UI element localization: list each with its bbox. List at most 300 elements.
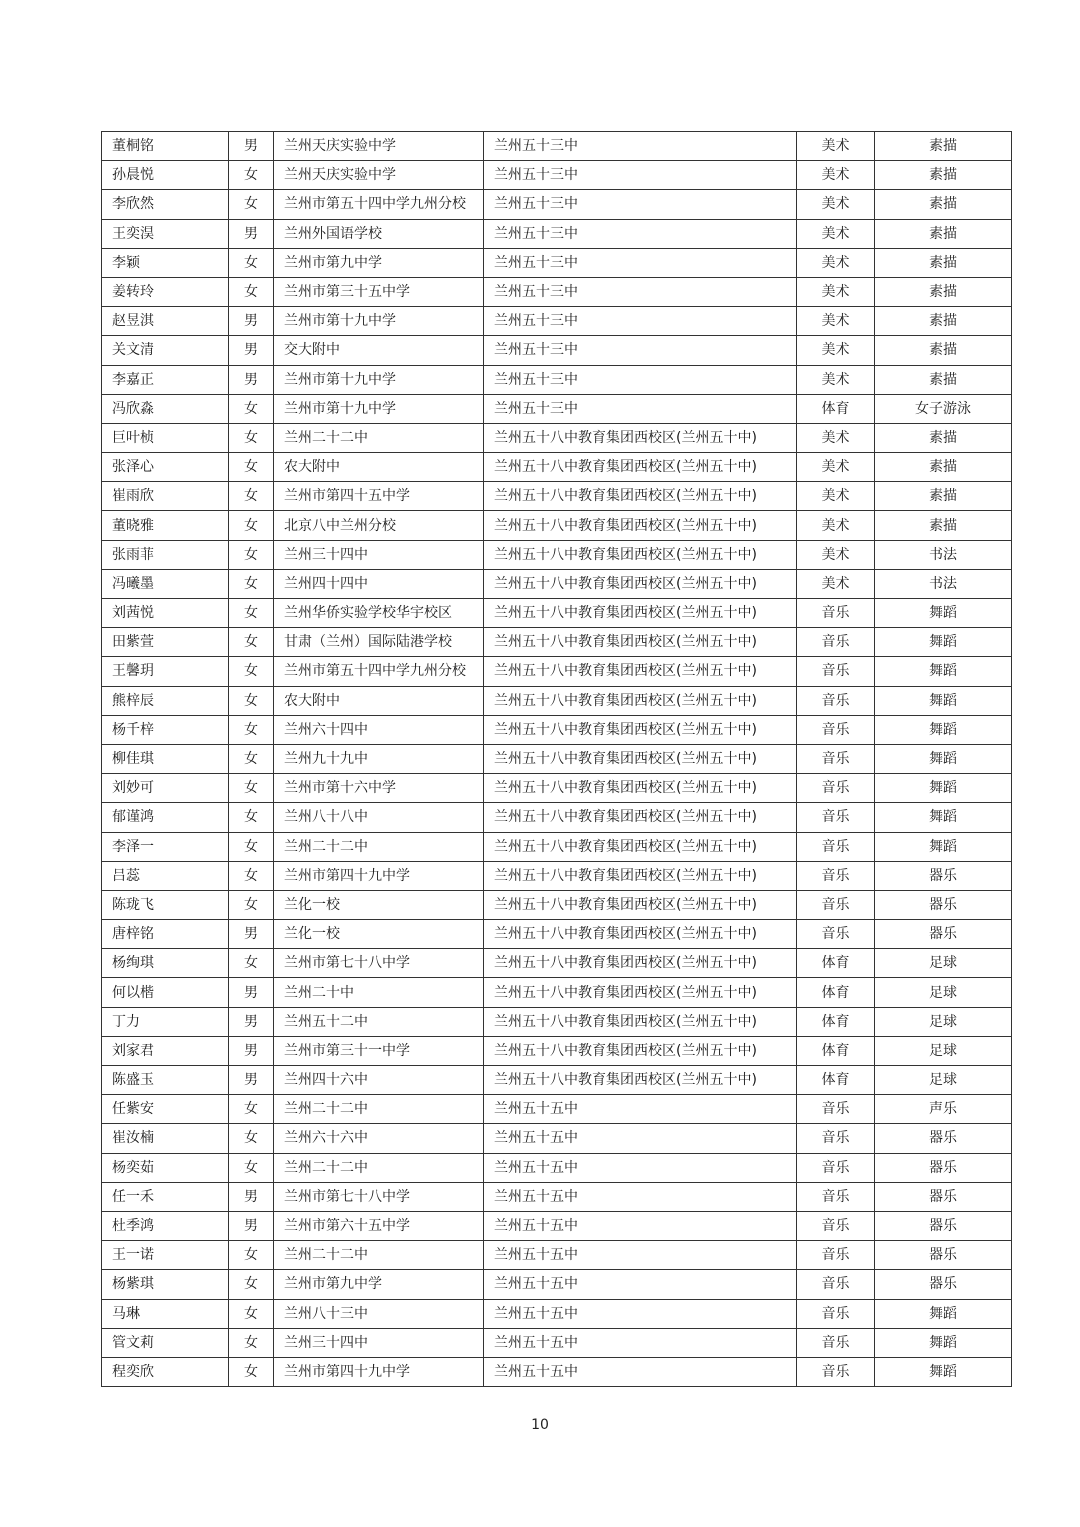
cell-item: 器乐 xyxy=(875,1153,1012,1182)
cell-item: 素描 xyxy=(875,365,1012,394)
cell-origin-school: 兰州市第四十九中学 xyxy=(274,1357,484,1386)
cell-item: 舞蹈 xyxy=(875,832,1012,861)
cell-gender: 女 xyxy=(229,599,274,628)
cell-origin-school: 兰州四十六中 xyxy=(274,1066,484,1095)
cell-origin-school: 兰州八十三中 xyxy=(274,1299,484,1328)
cell-gender: 女 xyxy=(229,190,274,219)
cell-origin-school: 兰州华侨实验学校华宇校区 xyxy=(274,599,484,628)
table-row xyxy=(102,1241,1012,1270)
table-row xyxy=(102,978,1012,1007)
table-row xyxy=(102,1095,1012,1124)
cell-name: 柳佳琪 xyxy=(102,744,229,773)
table-row xyxy=(102,890,1012,919)
table-row xyxy=(102,219,1012,248)
cell-gender: 女 xyxy=(229,1270,274,1299)
cell-gender: 女 xyxy=(229,1299,274,1328)
table-row xyxy=(102,920,1012,949)
cell-item: 舞蹈 xyxy=(875,628,1012,657)
cell-origin-school: 兰州二十二中 xyxy=(274,423,484,452)
cell-subject: 体育 xyxy=(797,978,875,1007)
cell-subject: 美术 xyxy=(797,277,875,306)
cell-admitted-school: 兰州五十三中 xyxy=(484,132,797,161)
cell-admitted-school: 兰州五十八中教育集团西校区(兰州五十中) xyxy=(484,657,797,686)
cell-item: 舞蹈 xyxy=(875,744,1012,773)
cell-origin-school: 兰州市第三十一中学 xyxy=(274,1036,484,1065)
cell-subject: 音乐 xyxy=(797,1270,875,1299)
cell-admitted-school: 兰州五十八中教育集团西校区(兰州五十中) xyxy=(484,1066,797,1095)
cell-admitted-school: 兰州五十八中教育集团西校区(兰州五十中) xyxy=(484,861,797,890)
cell-subject: 音乐 xyxy=(797,1357,875,1386)
cell-admitted-school: 兰州五十八中教育集团西校区(兰州五十中) xyxy=(484,453,797,482)
cell-origin-school: 兰州八十八中 xyxy=(274,803,484,832)
cell-admitted-school: 兰州五十八中教育集团西校区(兰州五十中) xyxy=(484,803,797,832)
cell-item: 素描 xyxy=(875,482,1012,511)
cell-gender: 男 xyxy=(229,307,274,336)
cell-admitted-school: 兰州五十五中 xyxy=(484,1299,797,1328)
cell-gender: 女 xyxy=(229,1241,274,1270)
cell-admitted-school: 兰州五十五中 xyxy=(484,1211,797,1240)
cell-name: 李颖 xyxy=(102,248,229,277)
cell-gender: 女 xyxy=(229,423,274,452)
cell-name: 郁谨鸿 xyxy=(102,803,229,832)
cell-name: 马琳 xyxy=(102,1299,229,1328)
cell-admitted-school: 兰州五十五中 xyxy=(484,1153,797,1182)
cell-item: 素描 xyxy=(875,132,1012,161)
cell-gender: 女 xyxy=(229,1357,274,1386)
cell-item: 女子游泳 xyxy=(875,394,1012,423)
cell-admitted-school: 兰州五十五中 xyxy=(484,1357,797,1386)
cell-item: 舞蹈 xyxy=(875,599,1012,628)
cell-item: 舞蹈 xyxy=(875,715,1012,744)
cell-item: 声乐 xyxy=(875,1095,1012,1124)
cell-origin-school: 兰州市第十六中学 xyxy=(274,774,484,803)
cell-name: 李欣然 xyxy=(102,190,229,219)
table-row xyxy=(102,1211,1012,1240)
cell-gender: 女 xyxy=(229,861,274,890)
admission-table xyxy=(101,131,1012,1387)
cell-subject: 美术 xyxy=(797,423,875,452)
cell-subject: 音乐 xyxy=(797,1095,875,1124)
cell-subject: 音乐 xyxy=(797,890,875,919)
table-row xyxy=(102,307,1012,336)
cell-gender: 男 xyxy=(229,1182,274,1211)
table-row xyxy=(102,511,1012,540)
cell-origin-school: 农大附中 xyxy=(274,686,484,715)
cell-name: 何以楷 xyxy=(102,978,229,1007)
cell-item: 书法 xyxy=(875,569,1012,598)
cell-item: 素描 xyxy=(875,423,1012,452)
cell-item: 素描 xyxy=(875,336,1012,365)
cell-admitted-school: 兰州五十五中 xyxy=(484,1095,797,1124)
cell-item: 足球 xyxy=(875,978,1012,1007)
cell-subject: 美术 xyxy=(797,219,875,248)
cell-origin-school: 兰州市第十九中学 xyxy=(274,307,484,336)
cell-subject: 音乐 xyxy=(797,1182,875,1211)
table-row xyxy=(102,803,1012,832)
table-row xyxy=(102,628,1012,657)
table-row xyxy=(102,482,1012,511)
cell-origin-school: 兰州市第四十五中学 xyxy=(274,482,484,511)
cell-item: 器乐 xyxy=(875,1211,1012,1240)
table-row xyxy=(102,190,1012,219)
cell-item: 器乐 xyxy=(875,1270,1012,1299)
cell-name: 杨绚琪 xyxy=(102,949,229,978)
cell-admitted-school: 兰州五十三中 xyxy=(484,219,797,248)
cell-origin-school: 兰化一校 xyxy=(274,890,484,919)
cell-gender: 女 xyxy=(229,1124,274,1153)
cell-name: 冯曦墨 xyxy=(102,569,229,598)
table-row xyxy=(102,394,1012,423)
cell-origin-school: 兰州市第四十九中学 xyxy=(274,861,484,890)
cell-gender: 女 xyxy=(229,744,274,773)
cell-admitted-school: 兰州五十五中 xyxy=(484,1328,797,1357)
cell-name: 王奕淏 xyxy=(102,219,229,248)
table-row xyxy=(102,1007,1012,1036)
cell-origin-school: 兰州市第三十五中学 xyxy=(274,277,484,306)
cell-admitted-school: 兰州五十八中教育集团西校区(兰州五十中) xyxy=(484,569,797,598)
cell-origin-school: 兰州市第七十八中学 xyxy=(274,1182,484,1211)
cell-admitted-school: 兰州五十八中教育集团西校区(兰州五十中) xyxy=(484,920,797,949)
cell-gender: 女 xyxy=(229,453,274,482)
cell-item: 舞蹈 xyxy=(875,803,1012,832)
cell-item: 器乐 xyxy=(875,1241,1012,1270)
cell-subject: 音乐 xyxy=(797,832,875,861)
cell-item: 舞蹈 xyxy=(875,1328,1012,1357)
cell-gender: 女 xyxy=(229,774,274,803)
table-row xyxy=(102,365,1012,394)
cell-item: 舞蹈 xyxy=(875,1299,1012,1328)
cell-admitted-school: 兰州五十八中教育集团西校区(兰州五十中) xyxy=(484,423,797,452)
cell-gender: 女 xyxy=(229,949,274,978)
cell-admitted-school: 兰州五十三中 xyxy=(484,365,797,394)
cell-gender: 女 xyxy=(229,161,274,190)
cell-gender: 男 xyxy=(229,1066,274,1095)
cell-gender: 女 xyxy=(229,803,274,832)
cell-item: 素描 xyxy=(875,161,1012,190)
cell-gender: 女 xyxy=(229,540,274,569)
cell-name: 丁力 xyxy=(102,1007,229,1036)
cell-item: 足球 xyxy=(875,1007,1012,1036)
table-row xyxy=(102,132,1012,161)
cell-gender: 女 xyxy=(229,248,274,277)
table-row xyxy=(102,277,1012,306)
table-row xyxy=(102,1153,1012,1182)
cell-gender: 男 xyxy=(229,132,274,161)
cell-item: 素描 xyxy=(875,248,1012,277)
cell-subject: 音乐 xyxy=(797,1211,875,1240)
cell-item: 足球 xyxy=(875,1066,1012,1095)
cell-origin-school: 兰州市第六十五中学 xyxy=(274,1211,484,1240)
cell-name: 李嘉正 xyxy=(102,365,229,394)
cell-admitted-school: 兰州五十八中教育集团西校区(兰州五十中) xyxy=(484,949,797,978)
cell-name: 崔雨欣 xyxy=(102,482,229,511)
cell-subject: 美术 xyxy=(797,336,875,365)
cell-subject: 体育 xyxy=(797,1007,875,1036)
cell-name: 关文清 xyxy=(102,336,229,365)
cell-name: 任紫安 xyxy=(102,1095,229,1124)
cell-item: 器乐 xyxy=(875,1124,1012,1153)
cell-item: 舞蹈 xyxy=(875,657,1012,686)
cell-gender: 女 xyxy=(229,1328,274,1357)
table-row xyxy=(102,161,1012,190)
cell-gender: 女 xyxy=(229,394,274,423)
cell-admitted-school: 兰州五十八中教育集团西校区(兰州五十中) xyxy=(484,540,797,569)
cell-subject: 音乐 xyxy=(797,657,875,686)
cell-admitted-school: 兰州五十八中教育集团西校区(兰州五十中) xyxy=(484,686,797,715)
cell-subject: 音乐 xyxy=(797,715,875,744)
cell-admitted-school: 兰州五十五中 xyxy=(484,1270,797,1299)
cell-name: 陈盛玉 xyxy=(102,1066,229,1095)
cell-name: 王一诺 xyxy=(102,1241,229,1270)
cell-origin-school: 兰州市第五十四中学九州分校 xyxy=(274,657,484,686)
cell-name: 刘妙可 xyxy=(102,774,229,803)
cell-subject: 音乐 xyxy=(797,920,875,949)
cell-origin-school: 北京八中兰州分校 xyxy=(274,511,484,540)
cell-origin-school: 农大附中 xyxy=(274,453,484,482)
cell-admitted-school: 兰州五十八中教育集团西校区(兰州五十中) xyxy=(484,774,797,803)
cell-gender: 男 xyxy=(229,219,274,248)
cell-gender: 女 xyxy=(229,1153,274,1182)
cell-gender: 女 xyxy=(229,832,274,861)
cell-admitted-school: 兰州五十八中教育集团西校区(兰州五十中) xyxy=(484,1036,797,1065)
cell-name: 冯欣淼 xyxy=(102,394,229,423)
cell-admitted-school: 兰州五十三中 xyxy=(484,394,797,423)
cell-item: 舞蹈 xyxy=(875,686,1012,715)
cell-subject: 音乐 xyxy=(797,1328,875,1357)
page-number: 10 xyxy=(531,1417,549,1433)
table-row xyxy=(102,744,1012,773)
cell-item: 素描 xyxy=(875,190,1012,219)
cell-gender: 男 xyxy=(229,336,274,365)
cell-name: 任一禾 xyxy=(102,1182,229,1211)
cell-name: 张泽心 xyxy=(102,453,229,482)
table-row xyxy=(102,774,1012,803)
cell-subject: 美术 xyxy=(797,190,875,219)
cell-name: 赵昱淇 xyxy=(102,307,229,336)
cell-subject: 音乐 xyxy=(797,861,875,890)
cell-name: 唐梓铭 xyxy=(102,920,229,949)
cell-item: 素描 xyxy=(875,277,1012,306)
cell-subject: 音乐 xyxy=(797,744,875,773)
cell-admitted-school: 兰州五十八中教育集团西校区(兰州五十中) xyxy=(484,1007,797,1036)
cell-gender: 男 xyxy=(229,920,274,949)
cell-name: 刘茜悦 xyxy=(102,599,229,628)
cell-subject: 美术 xyxy=(797,365,875,394)
cell-subject: 体育 xyxy=(797,1066,875,1095)
table-row xyxy=(102,248,1012,277)
cell-admitted-school: 兰州五十八中教育集团西校区(兰州五十中) xyxy=(484,978,797,1007)
table-row xyxy=(102,453,1012,482)
table-row xyxy=(102,540,1012,569)
cell-name: 杨千梓 xyxy=(102,715,229,744)
cell-origin-school: 兰州市第十九中学 xyxy=(274,394,484,423)
cell-admitted-school: 兰州五十三中 xyxy=(484,277,797,306)
cell-origin-school: 兰州三十四中 xyxy=(274,540,484,569)
cell-gender: 女 xyxy=(229,890,274,919)
cell-item: 素描 xyxy=(875,453,1012,482)
cell-origin-school: 兰州二十二中 xyxy=(274,1095,484,1124)
cell-item: 足球 xyxy=(875,1036,1012,1065)
table-row xyxy=(102,949,1012,978)
cell-subject: 音乐 xyxy=(797,1153,875,1182)
cell-name: 张雨菲 xyxy=(102,540,229,569)
table-row xyxy=(102,861,1012,890)
cell-item: 素描 xyxy=(875,307,1012,336)
cell-gender: 女 xyxy=(229,277,274,306)
cell-subject: 美术 xyxy=(797,569,875,598)
cell-subject: 体育 xyxy=(797,949,875,978)
cell-origin-school: 兰州六十六中 xyxy=(274,1124,484,1153)
cell-subject: 美术 xyxy=(797,307,875,336)
cell-subject: 音乐 xyxy=(797,1299,875,1328)
table-row xyxy=(102,1066,1012,1095)
cell-admitted-school: 兰州五十八中教育集团西校区(兰州五十中) xyxy=(484,890,797,919)
table-row xyxy=(102,569,1012,598)
cell-subject: 美术 xyxy=(797,511,875,540)
cell-admitted-school: 兰州五十三中 xyxy=(484,336,797,365)
cell-subject: 音乐 xyxy=(797,686,875,715)
cell-origin-school: 兰州九十九中 xyxy=(274,744,484,773)
cell-item: 素描 xyxy=(875,511,1012,540)
cell-subject: 美术 xyxy=(797,540,875,569)
cell-subject: 美术 xyxy=(797,132,875,161)
table-row xyxy=(102,715,1012,744)
cell-admitted-school: 兰州五十五中 xyxy=(484,1241,797,1270)
cell-name: 田紫萱 xyxy=(102,628,229,657)
cell-origin-school: 兰州二十二中 xyxy=(274,832,484,861)
cell-admitted-school: 兰州五十八中教育集团西校区(兰州五十中) xyxy=(484,715,797,744)
cell-name: 刘家君 xyxy=(102,1036,229,1065)
cell-subject: 美术 xyxy=(797,248,875,277)
cell-origin-school: 兰州外国语学校 xyxy=(274,219,484,248)
cell-subject: 美术 xyxy=(797,453,875,482)
cell-gender: 男 xyxy=(229,365,274,394)
cell-gender: 女 xyxy=(229,569,274,598)
cell-name: 董晓雅 xyxy=(102,511,229,540)
cell-item: 舞蹈 xyxy=(875,774,1012,803)
table-row xyxy=(102,1299,1012,1328)
cell-origin-school: 交大附中 xyxy=(274,336,484,365)
cell-subject: 音乐 xyxy=(797,599,875,628)
cell-name: 巨叶桢 xyxy=(102,423,229,452)
cell-gender: 男 xyxy=(229,978,274,1007)
cell-subject: 音乐 xyxy=(797,1124,875,1153)
cell-admitted-school: 兰州五十五中 xyxy=(484,1182,797,1211)
cell-origin-school: 兰州市第十九中学 xyxy=(274,365,484,394)
cell-subject: 美术 xyxy=(797,482,875,511)
cell-admitted-school: 兰州五十八中教育集团西校区(兰州五十中) xyxy=(484,599,797,628)
cell-item: 器乐 xyxy=(875,890,1012,919)
cell-item: 书法 xyxy=(875,540,1012,569)
table-row xyxy=(102,1270,1012,1299)
cell-origin-school: 兰化一校 xyxy=(274,920,484,949)
cell-item: 足球 xyxy=(875,949,1012,978)
cell-origin-school: 兰州市第九中学 xyxy=(274,1270,484,1299)
cell-subject: 音乐 xyxy=(797,628,875,657)
table-row xyxy=(102,657,1012,686)
cell-gender: 女 xyxy=(229,686,274,715)
cell-origin-school: 兰州三十四中 xyxy=(274,1328,484,1357)
table-row xyxy=(102,423,1012,452)
cell-item: 器乐 xyxy=(875,861,1012,890)
cell-subject: 体育 xyxy=(797,394,875,423)
cell-gender: 女 xyxy=(229,715,274,744)
cell-origin-school: 兰州市第五十四中学九州分校 xyxy=(274,190,484,219)
cell-admitted-school: 兰州五十八中教育集团西校区(兰州五十中) xyxy=(484,744,797,773)
cell-admitted-school: 兰州五十八中教育集团西校区(兰州五十中) xyxy=(484,832,797,861)
table-row xyxy=(102,336,1012,365)
cell-subject: 美术 xyxy=(797,161,875,190)
table-row xyxy=(102,1124,1012,1153)
cell-origin-school: 甘肃（兰州）国际陆港学校 xyxy=(274,628,484,657)
cell-name: 杨紫琪 xyxy=(102,1270,229,1299)
cell-gender: 女 xyxy=(229,482,274,511)
table-row xyxy=(102,599,1012,628)
cell-origin-school: 兰州五十二中 xyxy=(274,1007,484,1036)
cell-origin-school: 兰州市第九中学 xyxy=(274,248,484,277)
table-row xyxy=(102,1182,1012,1211)
cell-subject: 音乐 xyxy=(797,1241,875,1270)
cell-origin-school: 兰州天庆实验中学 xyxy=(274,161,484,190)
cell-name: 管文莉 xyxy=(102,1328,229,1357)
cell-name: 孙晨悦 xyxy=(102,161,229,190)
cell-origin-school: 兰州四十四中 xyxy=(274,569,484,598)
cell-gender: 男 xyxy=(229,1211,274,1240)
table-row xyxy=(102,1357,1012,1386)
cell-name: 熊梓辰 xyxy=(102,686,229,715)
cell-admitted-school: 兰州五十八中教育集团西校区(兰州五十中) xyxy=(484,482,797,511)
cell-name: 崔汝楠 xyxy=(102,1124,229,1153)
cell-name: 王馨玥 xyxy=(102,657,229,686)
cell-admitted-school: 兰州五十三中 xyxy=(484,190,797,219)
cell-subject: 音乐 xyxy=(797,803,875,832)
cell-name: 姜转玲 xyxy=(102,277,229,306)
cell-admitted-school: 兰州五十八中教育集团西校区(兰州五十中) xyxy=(484,628,797,657)
cell-gender: 男 xyxy=(229,1036,274,1065)
cell-admitted-school: 兰州五十五中 xyxy=(484,1124,797,1153)
cell-origin-school: 兰州二十二中 xyxy=(274,1153,484,1182)
cell-name: 陈珑飞 xyxy=(102,890,229,919)
cell-item: 素描 xyxy=(875,219,1012,248)
cell-name: 李泽一 xyxy=(102,832,229,861)
cell-subject: 体育 xyxy=(797,1036,875,1065)
cell-name: 吕蕊 xyxy=(102,861,229,890)
cell-item: 器乐 xyxy=(875,920,1012,949)
cell-subject: 音乐 xyxy=(797,774,875,803)
cell-name: 董桐铭 xyxy=(102,132,229,161)
cell-name: 程奕欣 xyxy=(102,1357,229,1386)
table-row xyxy=(102,832,1012,861)
table-row xyxy=(102,1036,1012,1065)
cell-origin-school: 兰州六十四中 xyxy=(274,715,484,744)
cell-gender: 男 xyxy=(229,1007,274,1036)
cell-admitted-school: 兰州五十三中 xyxy=(484,307,797,336)
cell-name: 杨奕茹 xyxy=(102,1153,229,1182)
cell-admitted-school: 兰州五十三中 xyxy=(484,248,797,277)
table-row xyxy=(102,1328,1012,1357)
cell-admitted-school: 兰州五十八中教育集团西校区(兰州五十中) xyxy=(484,511,797,540)
cell-gender: 女 xyxy=(229,628,274,657)
cell-gender: 女 xyxy=(229,657,274,686)
cell-origin-school: 兰州天庆实验中学 xyxy=(274,132,484,161)
table-row xyxy=(102,686,1012,715)
cell-gender: 女 xyxy=(229,1095,274,1124)
cell-origin-school: 兰州二十二中 xyxy=(274,1241,484,1270)
cell-item: 舞蹈 xyxy=(875,1357,1012,1386)
cell-origin-school: 兰州二十中 xyxy=(274,978,484,1007)
cell-origin-school: 兰州市第七十八中学 xyxy=(274,949,484,978)
cell-gender: 女 xyxy=(229,511,274,540)
